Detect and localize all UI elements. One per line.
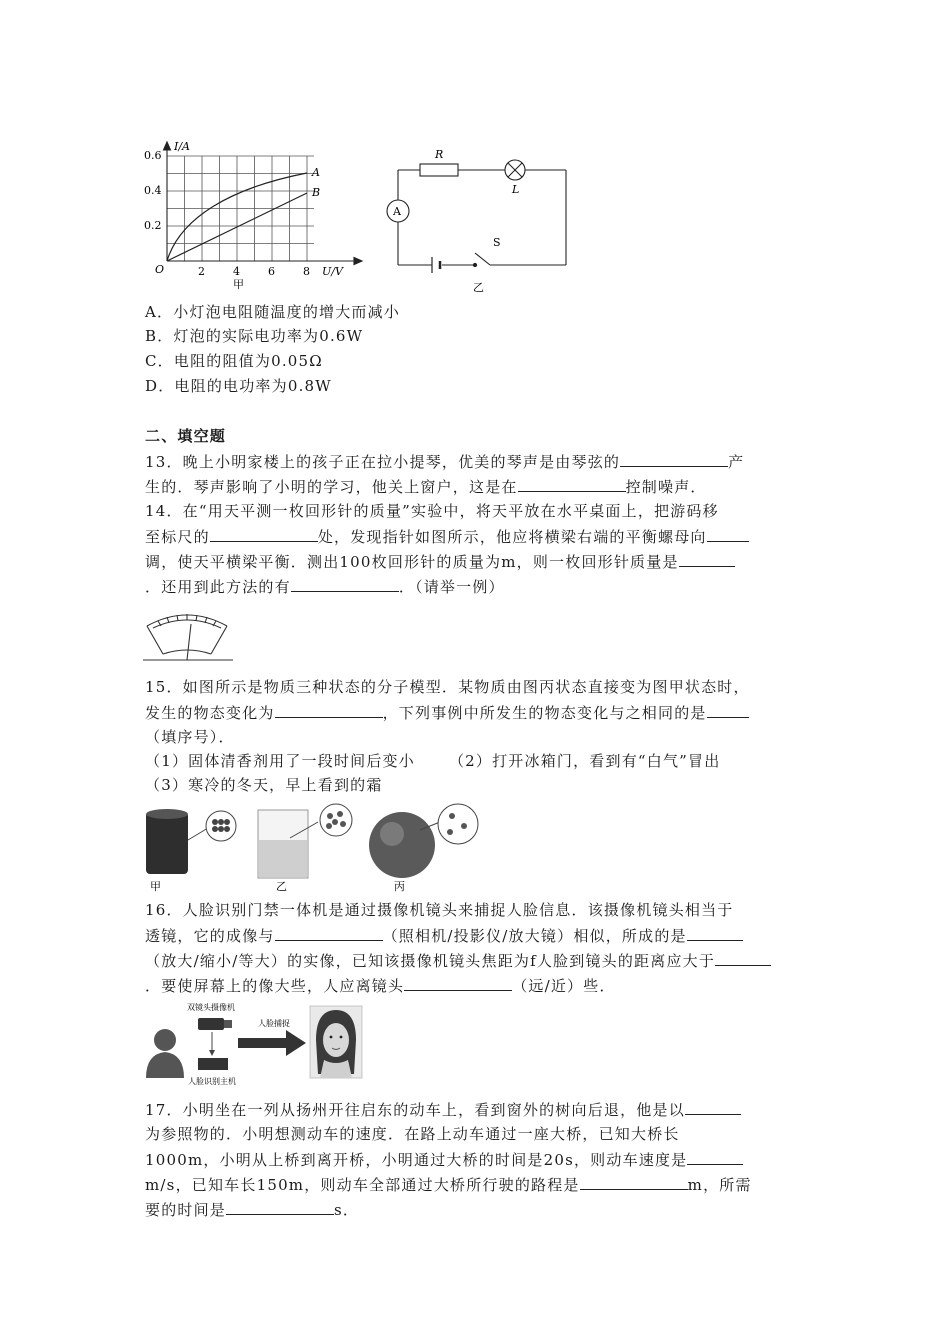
q14-line4: ．还用到此方法的有 ．（请举一例） bbox=[145, 578, 505, 596]
answer-blank[interactable] bbox=[620, 451, 728, 467]
answer-blank[interactable] bbox=[679, 551, 735, 567]
q16-line2: 透镜，它的成像与 （照相机/投影仪/放大镜）相似，所成的是 bbox=[145, 925, 743, 946]
answer-blank[interactable] bbox=[275, 702, 383, 718]
q17-line2: 为参照物的．小明想测动车的速度．在路上动车通过一座大桥，已知大桥长 bbox=[145, 1125, 680, 1143]
host-label: 人脸识别主机 bbox=[188, 1077, 236, 1086]
host-icon bbox=[198, 1058, 228, 1070]
answer-blank[interactable] bbox=[580, 1174, 688, 1190]
caption-jia: 甲 bbox=[150, 880, 161, 893]
circuit-figure bbox=[380, 145, 580, 295]
q16-line3: （放大/缩小/等大）的实像，已知该摄像机镜头焦距为f人脸到镜头的距离应大于 bbox=[145, 950, 771, 971]
option-c: C．电阻的阻值为0.05Ω bbox=[145, 352, 323, 370]
camera-label: 双镜头摄像机 bbox=[187, 1003, 235, 1012]
solid-block bbox=[146, 812, 188, 874]
face-recognition-figure bbox=[140, 1000, 370, 1092]
answer-blank[interactable] bbox=[715, 950, 771, 966]
answer-blank[interactable] bbox=[707, 702, 749, 718]
q13-line2: 生的．琴声影响了小明的学习，他关上窗户，这是在 控制噪声． bbox=[145, 478, 707, 496]
answer-blank[interactable] bbox=[518, 476, 626, 492]
gas-sphere bbox=[369, 812, 435, 878]
q17-line3: 1000m，小明从上桥到离开桥，小明通过大桥的时间是20s，则动车速度是 bbox=[145, 1149, 743, 1170]
answer-blank[interactable] bbox=[226, 1199, 334, 1215]
lamp-label: L bbox=[512, 183, 520, 196]
q14-line3: 调，使天平横梁平衡．测出100枚回形针的质量为m，则一枚回形针质量是 bbox=[145, 551, 735, 572]
answer-blank[interactable] bbox=[707, 526, 749, 542]
states-of-matter-figure bbox=[140, 800, 490, 895]
ammeter-label: A bbox=[393, 205, 401, 218]
x-tick-label: 6 bbox=[268, 265, 275, 278]
curve-a-label: A bbox=[312, 166, 320, 179]
person-icon bbox=[154, 1029, 176, 1051]
q17-line5: 要的时间是 s． bbox=[145, 1201, 360, 1219]
x-tick-label: 4 bbox=[233, 265, 240, 278]
option-a: A．小灯泡电阻随温度的增大而减小 bbox=[145, 303, 401, 321]
answer-blank[interactable] bbox=[404, 975, 512, 991]
answer-blank[interactable] bbox=[685, 1099, 741, 1115]
y-axis-label: I/A bbox=[174, 140, 190, 153]
answer-blank[interactable] bbox=[210, 526, 318, 542]
q15-line2: 发生的物态变化为 ，下列事例中所发生的物态变化与之相同的是 bbox=[145, 702, 749, 723]
resistor-label: R bbox=[435, 148, 444, 161]
answer-blank[interactable] bbox=[687, 925, 743, 941]
answer-blank[interactable] bbox=[275, 925, 383, 941]
answer-blank[interactable] bbox=[291, 576, 399, 592]
q14-line2: 至标尺的 处，发现指针如图所示，他应将横梁右端的平衡螺母向 bbox=[145, 526, 749, 547]
capture-label: 人脸捕捉 bbox=[258, 1019, 290, 1028]
x-axis-label: U/V bbox=[322, 265, 343, 278]
y-tick-label: 0.2 bbox=[144, 219, 162, 232]
caption-bing: 丙 bbox=[394, 880, 405, 893]
q16-line4: ．要使屏幕上的像大些，人应离镜头 （远/近）些． bbox=[145, 977, 616, 995]
arrow-icon bbox=[238, 1030, 306, 1056]
q17-line1: 17．小明坐在一列从扬州开往启东的动车上，看到窗外的树向后退，他是以 bbox=[145, 1099, 741, 1120]
q14-line1: 14．在“用天平测一枚回形针的质量”实验中，将天平放在水平桌面上，把游码移 bbox=[145, 502, 719, 520]
origin-label: O bbox=[155, 263, 165, 276]
camera-icon bbox=[198, 1018, 224, 1030]
iu-graph-figure bbox=[140, 138, 365, 293]
option-b: B．灯泡的实际电功率为0.6W bbox=[145, 327, 364, 345]
balance-pointer-figure bbox=[143, 610, 233, 665]
y-tick-label: 0.4 bbox=[144, 184, 162, 197]
option-d: D．电阻的电功率为0.8W bbox=[145, 377, 332, 395]
q13-line1: 13．晚上小明家楼上的孩子正在拉小提琴，优美的琴声是由琴弦的 产 bbox=[145, 453, 745, 471]
answer-blank[interactable] bbox=[687, 1149, 743, 1165]
caption-yi: 乙 bbox=[276, 880, 287, 893]
q15-line5: （3）寒冷的冬天，早上看到的霜 bbox=[145, 776, 383, 794]
curve-b-label: B bbox=[312, 186, 321, 199]
q15-line4: （1）固体清香剂用了一段时间后变小 （2）打开冰箱门，看到有“白气”冒出 bbox=[145, 752, 721, 770]
graph-caption: 甲 bbox=[233, 278, 244, 291]
y-tick-label: 0.6 bbox=[144, 149, 162, 162]
q16-line1: 16．人脸识别门禁一体机是通过摄像机镜头来捕捉人脸信息．该摄像机镜头相当于 bbox=[145, 901, 734, 919]
q15-line3: （填序号）． bbox=[145, 728, 235, 746]
x-tick-label: 8 bbox=[303, 265, 310, 278]
q15-line1: 15．如图所示是物质三种状态的分子模型．某物质由图丙状态直接变为图甲状态时， bbox=[145, 678, 750, 696]
q17-line4: m/s，已知车长150m，则动车全部通过大桥所行驶的路程是 m，所需 bbox=[145, 1176, 752, 1194]
switch-label: S bbox=[493, 236, 501, 249]
x-tick-label: 2 bbox=[198, 265, 205, 278]
section-title: 二、填空题 bbox=[145, 427, 227, 445]
circuit-caption: 乙 bbox=[473, 281, 484, 294]
